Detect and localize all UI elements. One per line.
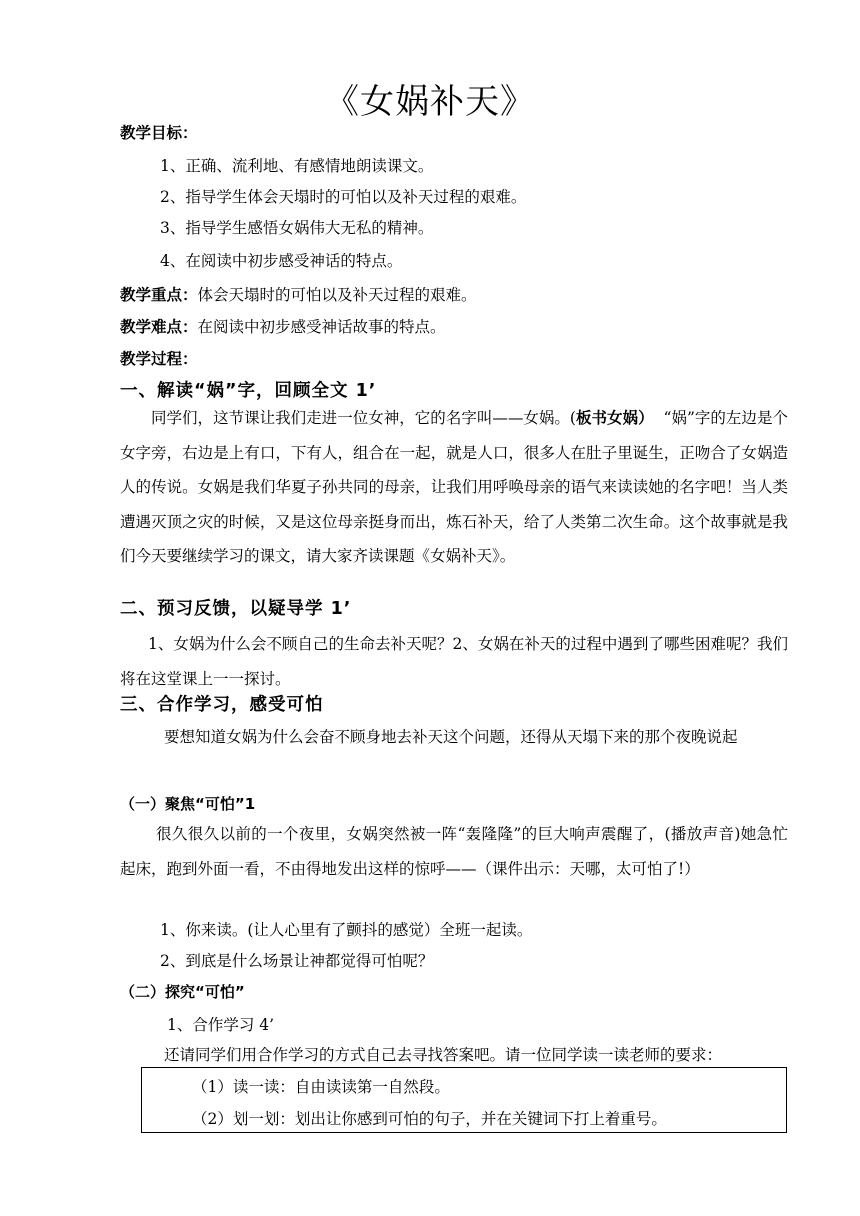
difficulty-text: 在阅读中初步感受神话故事的特点。 bbox=[197, 318, 446, 336]
goal-item-3: 3、指导学生感悟女娲伟大无私的精神。 bbox=[160, 219, 434, 237]
section1-heading: 一、解读“娲”字，回顾全文 1’ bbox=[120, 381, 377, 401]
requirement-2: （2）划一划：划出让你感到可怕的句子，并在关键词下打上着重号。 bbox=[192, 1110, 667, 1128]
sub1-question-2: 2、到底是什么场景让神都觉得可怕呢？ bbox=[160, 952, 434, 970]
requirements-box bbox=[141, 1067, 787, 1133]
document-title: 《女娲补天》 bbox=[325, 82, 535, 122]
difficulty-label: 教学难点： bbox=[120, 318, 198, 336]
key-point-label: 教学重点： bbox=[120, 286, 198, 304]
goal-item-4: 4、在阅读中初步感受神话的特点。 bbox=[160, 252, 403, 270]
section1-text-b: “娲”字的左边是个女字旁，右边是上有口，下有人，组合在一起，就是人口，很多人在肚子里诞生，正吻合了女娲造人的传说。女娲是我们华夏子孙共同的母亲，让我们用呼唤母亲的语气来读读她的名字吧！当人类遭遇灭顶之灾的时候，又是这位母亲挺身而出，炼石补天，给了人类第二次生命。这个故事就是我们今天要继续学习的课文，请大家齐读课题《女娲补天》。 bbox=[120, 409, 788, 565]
sub2-item-1: 1、合作学习 4’ bbox=[167, 1016, 275, 1034]
sub2-intro: 还请同学们用合作学习的方式自己去寻找答案吧。请一位同学读一读老师的要求： bbox=[164, 1046, 723, 1064]
key-point-text: 体会天塌时的可怕以及补天过程的艰难。 bbox=[197, 286, 477, 304]
section3-heading: 三、合作学习，感受可怕 bbox=[120, 695, 324, 715]
process-heading: 教学过程： bbox=[120, 350, 198, 368]
goal-item-1: 1、正确、流利地、有感情地朗读课文。 bbox=[160, 157, 434, 175]
section3-paragraph: 要想知道女娲为什么会奋不顾身地去补天这个问题，还得从天塌下来的那个夜晚说起 bbox=[164, 728, 738, 746]
section2-paragraph: 1、女娲为什么会不顾自己的生命去补天呢？2、女娲在补天的过程中遇到了哪些困难呢？我们将在这堂课上一一探讨。 bbox=[120, 635, 788, 688]
sub2-heading: （二）探究“可怕” bbox=[120, 983, 245, 1001]
section1-text-a: 同学们，这节课让我们走进一位女神，它的名字叫——女娲。( bbox=[151, 409, 576, 427]
requirement-1: （1）读一读：自由读读第一自然段。 bbox=[192, 1078, 450, 1096]
sub1-paragraph: 很久很久以前的一个夜里，女娲突然被一阵“轰隆隆”的巨大响声震醒了，(播放声音)她急忙起床，跑到外面一看，不由得地发出这样的惊呼——（课件出示：天哪，太可怕了!） bbox=[120, 825, 788, 878]
goal-item-2: 2、指导学生体会天塌时的可怕以及补天过程的艰难。 bbox=[160, 188, 527, 206]
key-point bbox=[120, 278, 790, 312]
section1-board-note: 板书女娲） bbox=[575, 409, 654, 427]
goals-heading: 教学目标： bbox=[120, 124, 198, 142]
sub1-question-1: 1、你来读。(让人心里有了颤抖的感觉）全班一起读。 bbox=[160, 921, 533, 939]
section2-heading: 二、预习反馈，以疑导学 1’ bbox=[120, 599, 352, 619]
difficulty bbox=[120, 310, 790, 344]
sub1-heading: （一）聚焦“可怕”1 bbox=[120, 795, 256, 813]
section1-paragraph bbox=[120, 401, 788, 574]
